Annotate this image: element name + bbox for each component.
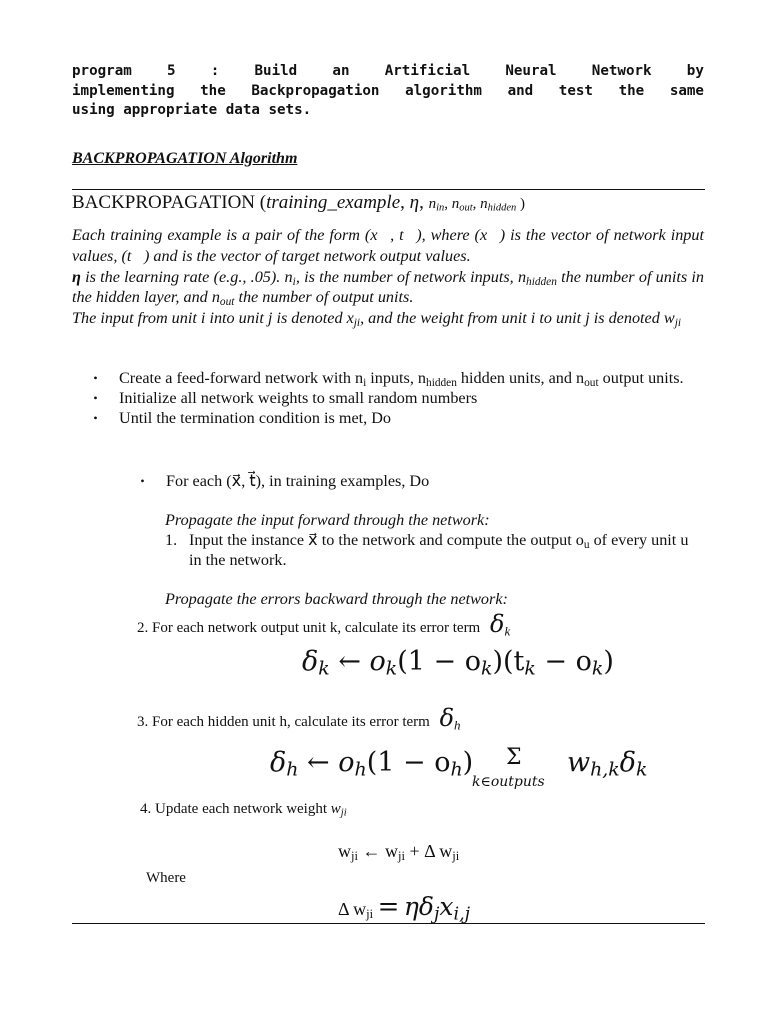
eq-sub: ji <box>452 849 460 864</box>
eq-symbol: η <box>403 892 419 921</box>
header-word: implementing <box>72 82 175 99</box>
eq-sub: h <box>450 758 463 781</box>
eq-symbol: w <box>338 841 351 861</box>
desc-sub: hidden <box>526 275 557 288</box>
desc-text: , is the number of network inputs, n <box>295 267 527 286</box>
header-word: program <box>72 63 132 79</box>
b4-text: ), in training examples, Do <box>255 472 430 490</box>
x-vector-symbol: x⃗ <box>370 226 391 244</box>
eq-symbol: w <box>353 899 367 919</box>
header-word: an <box>332 63 350 79</box>
b1-sub: i <box>363 376 367 389</box>
eq-text: = <box>377 892 400 922</box>
sig-sep: , <box>419 192 424 213</box>
equation-hidden-error <box>270 745 473 781</box>
desc-sub: i <box>292 275 296 288</box>
b1-sub: hidden <box>426 376 457 389</box>
w-symbol: w <box>330 801 341 817</box>
where-label: Where <box>146 870 186 886</box>
eq-sub: i,j <box>453 904 471 925</box>
desc-text: , and the weight from unit i to unit j is denoted w <box>360 309 675 328</box>
equation-output-error <box>302 644 614 680</box>
eq-sub: ji <box>366 907 374 922</box>
eq-symbol: w <box>567 747 591 778</box>
eq-sub: k <box>591 657 604 680</box>
header-word: Artificial <box>384 63 471 79</box>
header-line-3: using appropriate data sets. <box>72 102 312 118</box>
eq-symbol: δ <box>270 747 287 778</box>
eq-symbol: o <box>338 747 355 778</box>
backward-heading: Propagate the errors backward through the network: <box>165 590 508 608</box>
eq-symbol: w <box>439 841 453 861</box>
sig-n-out: n <box>451 196 460 212</box>
sig-sep: , <box>472 196 477 212</box>
eq-sub: k <box>318 657 330 680</box>
eq-symbol: δ <box>302 646 319 677</box>
backward-step-3 <box>137 706 461 734</box>
step2-text: 2. For each network output unit k, calculate its error term <box>137 620 481 636</box>
eq-text: ) <box>603 646 614 677</box>
bullet-dot: • <box>140 474 145 488</box>
list-item <box>72 408 704 428</box>
desc-text: ) and is the vector of target network output values. <box>143 246 471 265</box>
step1-sub: u <box>583 538 590 551</box>
bullet-dot: • <box>93 411 98 425</box>
x-vector-symbol: x⃗ <box>231 472 242 490</box>
list-item-for-each <box>119 471 429 491</box>
algorithm-signature <box>72 191 525 216</box>
step1-text: Input the instance <box>189 531 309 549</box>
weight-delta-term <box>567 745 647 781</box>
desc-sub: ji <box>674 317 681 330</box>
sig-n-hidden: n <box>480 196 488 212</box>
signature-name: BACKPROPAGATION <box>72 192 256 213</box>
w-sub: ji <box>340 807 347 819</box>
bullet-dot: • <box>93 391 98 405</box>
desc-text: ), where ( <box>416 226 480 244</box>
eq-sub: h <box>286 758 299 781</box>
equation-delta-w <box>338 890 470 926</box>
eq-text: + Δ <box>409 841 435 861</box>
forward-step-1 <box>165 530 705 570</box>
header-word: Build <box>254 63 298 79</box>
header-word: algorithm <box>405 82 482 99</box>
b1-sub: out <box>584 376 599 389</box>
delta-sub: k <box>504 623 511 639</box>
step4-text: 4. Update each network weight <box>140 801 331 817</box>
step3-text: 3. For each hidden unit h, calculate its error term <box>137 714 430 730</box>
eq-text: )(t <box>492 646 525 677</box>
header-word: test <box>558 82 593 99</box>
bullet-list <box>72 368 704 428</box>
list-item <box>72 368 704 388</box>
eq-text: (1 − o <box>366 747 451 778</box>
x-vector-symbol: x⃗ <box>308 531 318 549</box>
header-word: Backpropagation <box>251 82 380 99</box>
eq-sub: j <box>433 904 440 925</box>
header-word: Network <box>591 63 652 79</box>
sig-eta: η <box>409 192 420 213</box>
desc-text: Each training example is a pair of the form ( <box>72 226 371 244</box>
b4-text: , <box>241 472 246 490</box>
sig-n-out-sub: out <box>459 202 473 214</box>
sig-sep: , <box>400 192 405 213</box>
t-vector-symbol: t⃗ <box>399 226 417 244</box>
eq-sub: ji <box>398 849 405 864</box>
desc-text: , <box>390 226 395 244</box>
eq-sub: k <box>385 657 398 680</box>
header-word: the <box>618 82 645 99</box>
eq-text: (1 − o <box>397 646 482 677</box>
header-line-1 <box>72 62 704 82</box>
eta-symbol: η <box>72 267 81 286</box>
sig-close-paren: ) <box>519 196 525 212</box>
desc-text: is the learning rate (e.g., .05). n <box>80 267 293 286</box>
delta-symbol: δ <box>489 610 505 638</box>
bullet-dot: • <box>93 371 98 385</box>
header-word: same <box>669 82 704 99</box>
b4-text: For each ( <box>166 472 232 490</box>
bottom-rule <box>72 923 705 924</box>
step1-text: of every unit u in the network. <box>189 531 689 569</box>
backward-step-2 <box>137 612 510 640</box>
list-item <box>72 388 704 408</box>
forward-heading: Propagate the input forward through the network: <box>165 511 490 529</box>
delta-sub: h <box>454 717 461 733</box>
eq-symbol: x <box>439 892 454 921</box>
header-word: the <box>200 82 226 99</box>
sig-n-in-sub: in <box>436 202 445 214</box>
description-paragraph <box>72 225 704 329</box>
bullet-text: Until the termination condition is met, Do <box>119 409 392 427</box>
arrow-symbol: ← <box>338 646 361 677</box>
program-header <box>72 62 704 121</box>
bullet-text: Initialize all network weights to small random numbers <box>119 389 478 407</box>
header-word: Neural <box>505 63 557 79</box>
desc-text: ) is the vector of network input values, ( <box>72 226 704 265</box>
backward-step-4 <box>140 798 347 820</box>
b1-text: inputs, n <box>366 369 427 387</box>
header-word: 5 <box>167 63 176 79</box>
eq-sub: k <box>524 657 536 680</box>
t-vector-symbol: t⃗ <box>249 472 256 490</box>
sum-subscript: k∈outputs <box>472 774 545 790</box>
eq-symbol: w <box>385 841 398 861</box>
bullet-text <box>166 471 429 491</box>
sig-open-paren: ( <box>259 192 267 213</box>
step-text <box>189 530 705 570</box>
header-word: by <box>686 63 704 79</box>
arrow-symbol: ← <box>307 747 330 778</box>
eq-symbol: δ <box>619 747 637 778</box>
desc-text: the number of units in the hidden layer, and n <box>72 267 704 307</box>
sig-arg-training-example: training_example <box>266 192 401 213</box>
eq-sub: k <box>481 657 493 680</box>
b1-text: Create a feed-forward network with n <box>119 369 364 387</box>
eq-text: − o <box>535 646 592 677</box>
header-line-2 <box>72 82 704 102</box>
header-word: : <box>210 63 220 79</box>
eq-sub: h,k <box>590 758 620 781</box>
x-vector-symbol: x⃗ <box>479 226 500 244</box>
desc-text: The input from unit i into unit j is denoted x <box>72 309 354 328</box>
desc-sub: ji <box>353 317 361 330</box>
eq-sub: ji <box>351 849 358 864</box>
sig-n-hidden-sub: hidden <box>487 202 517 214</box>
equation-weight-update <box>338 839 459 863</box>
b1-text: output units. <box>598 369 684 387</box>
arrow-symbol: ← <box>362 841 381 861</box>
t-vector-symbol: t⃗ <box>126 246 144 265</box>
header-word: and <box>507 82 534 99</box>
section-heading-text: BACKPROPAGATION Algorithm <box>72 150 298 167</box>
section-heading <box>72 150 297 168</box>
sig-sep: , <box>444 196 448 212</box>
b1-text: hidden units, and n <box>456 369 585 387</box>
delta-symbol: δ <box>439 704 455 732</box>
eq-sub: k <box>636 758 648 781</box>
desc-sub: out <box>219 296 235 309</box>
sig-n-in: n <box>428 196 437 212</box>
bullet-text <box>119 368 704 388</box>
eq-text: ) <box>462 747 474 778</box>
step-number: 1. <box>165 531 178 549</box>
eq-symbol: Δ <box>338 899 349 919</box>
eq-sub: h <box>354 758 367 781</box>
top-rule <box>72 189 705 190</box>
eq-symbol: δ <box>418 892 434 921</box>
step1-text: to the network and compute the output o <box>317 531 584 549</box>
desc-text: the number of output units. <box>234 288 414 307</box>
sum-symbol: Σ <box>506 745 522 770</box>
eq-symbol: o <box>369 646 386 677</box>
